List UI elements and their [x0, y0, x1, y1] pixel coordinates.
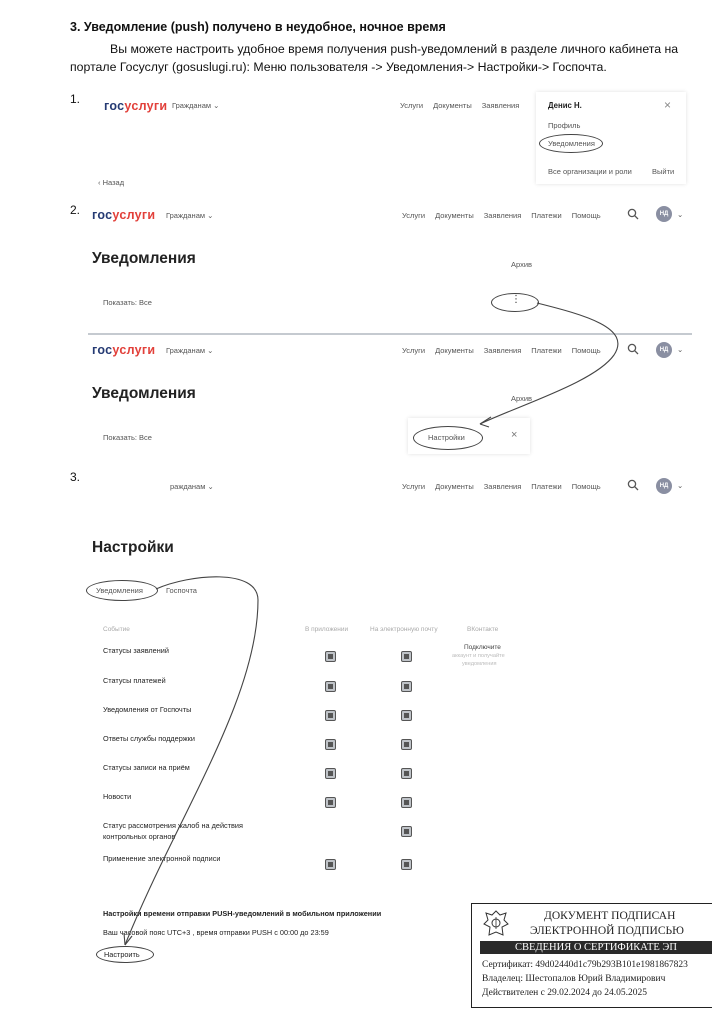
nav-payments[interactable]: Платежи [531, 346, 562, 355]
nav-applications[interactable]: Заявления [483, 211, 522, 220]
nav-documents[interactable]: Документы [435, 482, 474, 491]
nav-services[interactable]: Услуги [402, 482, 426, 491]
push-settings-info: Ваш часовой пояс UTC+3 , время отправки PUSH с 00:00 до 23:59 [103, 928, 329, 937]
row-label-news: Новости [103, 792, 132, 801]
avatar[interactable]: НД [656, 342, 672, 358]
step-number-2: 2. [70, 203, 81, 217]
nav-help[interactable]: Помощь [571, 211, 601, 220]
instruction-paragraph: Вы можете настроить удобное время получения push-уведомлений в разделе личного кабинета на портале Госуслуг (gosuslugi.ru): Меню пользователя -> Уведомления-> Настройки-> Госпочта. [70, 42, 679, 74]
row-label-support: Ответы службы поддержки [103, 734, 195, 743]
gosuslugi-logo[interactable]: госуслуги [92, 208, 156, 222]
close-icon[interactable]: × [664, 98, 672, 112]
column-header-vk: ВКонтакте [467, 626, 499, 633]
nav-applications[interactable]: Заявления [483, 482, 522, 491]
page-title: Настройки [92, 539, 174, 556]
configure-button[interactable]: Настроить [104, 950, 140, 959]
row-label-applications: Статусы заявлений [103, 646, 169, 655]
signature-stamp [471, 903, 712, 1008]
push-settings-title: Настройки времени отправки PUSH-уведомлений в мобильном приложении [103, 909, 382, 918]
menu-notifications[interactable]: Уведомления [548, 139, 595, 148]
show-filter[interactable]: Показать: Все [103, 298, 152, 307]
avatar[interactable]: НД [656, 478, 672, 494]
vk-hint: аккаунт и получайте [452, 653, 505, 659]
nav-help[interactable]: Помощь [571, 482, 601, 491]
nav-applications[interactable]: Заявления [481, 101, 520, 110]
user-name: Денис Н. [548, 101, 582, 110]
avatar[interactable]: НД [656, 206, 672, 222]
nav-services[interactable]: Услуги [402, 346, 426, 355]
step-number-1: 1. [70, 92, 81, 106]
coat-of-arms-icon [482, 909, 510, 939]
stamp-title-1: ДОКУМЕНТ ПОДПИСАН [544, 910, 676, 922]
tab-notifications[interactable]: Уведомления [96, 586, 143, 595]
nav-payments[interactable]: Платежи [531, 211, 562, 220]
archive-link[interactable]: Архив [511, 394, 533, 403]
row-label-complaints-2: контрольных органов [103, 832, 176, 841]
gosuslugi-logo[interactable]: госуслуги [104, 99, 168, 113]
citizens-dropdown[interactable]: Гражданам ⌄ [166, 211, 214, 220]
step-number-3: 3. [70, 470, 81, 484]
vk-connect-link[interactable]: Подключите [464, 644, 501, 651]
stamp-owner: Владелец: Шестопалов Юрий Владимирович [482, 974, 666, 984]
gosuslugi-logo[interactable]: госуслуги [92, 343, 156, 357]
nav-documents[interactable]: Документы [435, 211, 474, 220]
row-label-complaints: Статус рассмотрения жалоб на действия [103, 821, 243, 830]
page-title: Уведомления [92, 250, 196, 267]
nav-services[interactable]: Услуги [402, 211, 426, 220]
citizens-dropdown[interactable]: Гражданам ⌄ [172, 101, 220, 110]
menu-profile[interactable]: Профиль [548, 121, 581, 130]
more-options-icon[interactable]: ⋮ [511, 294, 521, 305]
tab-gospochta[interactable]: Госпочта [166, 586, 197, 595]
close-icon[interactable]: × [511, 429, 518, 441]
chevron-down-icon[interactable]: ⌄ [677, 345, 684, 354]
nav-help[interactable]: Помощь [571, 346, 601, 355]
settings-menu-item[interactable]: Настройки [428, 433, 465, 442]
column-header-email: На электронную почту [370, 626, 438, 633]
column-header-app: В приложении [305, 626, 349, 633]
chevron-down-icon[interactable]: ⌄ [677, 210, 684, 219]
arrow-to-configure [125, 577, 258, 945]
row-label-signature: Применение электронной подписи [103, 854, 221, 863]
stamp-title-2: ЭЛЕКТРОННОЙ ПОДПИСЬЮ [530, 925, 684, 937]
show-filter[interactable]: Показать: Все [103, 433, 152, 442]
nav-payments[interactable]: Платежи [531, 482, 562, 491]
row-label-appointments: Статусы записи на приём [103, 763, 190, 772]
nav-services[interactable]: Услуги [400, 101, 424, 110]
section-heading: 3. Уведомление (push) получено в неудобное, ночное время [70, 20, 446, 34]
archive-link[interactable]: Архив [511, 260, 533, 269]
citizens-dropdown[interactable]: Гражданам ⌄ [166, 346, 214, 355]
menu-all-orgs[interactable]: Все организации и роли [548, 167, 632, 176]
row-label-payments: Статусы платежей [103, 676, 166, 685]
vk-hint: уведомления [462, 661, 497, 667]
stamp-cert-bar: СВЕДЕНИЯ О СЕРТИФИКАТЕ ЭП [480, 941, 712, 954]
stamp-valid: Действителен с 29.02.2024 до 24.05.2025 [482, 988, 648, 998]
logout-link[interactable]: Выйти [652, 167, 675, 176]
back-link[interactable]: ‹ Назад [98, 178, 125, 187]
page-title: Уведомления [92, 385, 196, 402]
row-label-gospochta: Уведомления от Госпочты [103, 705, 192, 714]
column-header-event: Событие [103, 626, 130, 633]
citizens-dropdown[interactable]: ражданам ⌄ [170, 482, 214, 491]
arrow-to-settings [480, 303, 618, 424]
stamp-certificate: Сертификат: 49d02440d1c79b293B101e1981867823 [482, 960, 688, 970]
nav-applications[interactable]: Заявления [483, 346, 522, 355]
nav-documents[interactable]: Документы [433, 101, 472, 110]
nav-documents[interactable]: Документы [435, 346, 474, 355]
chevron-down-icon[interactable]: ⌄ [677, 481, 684, 490]
